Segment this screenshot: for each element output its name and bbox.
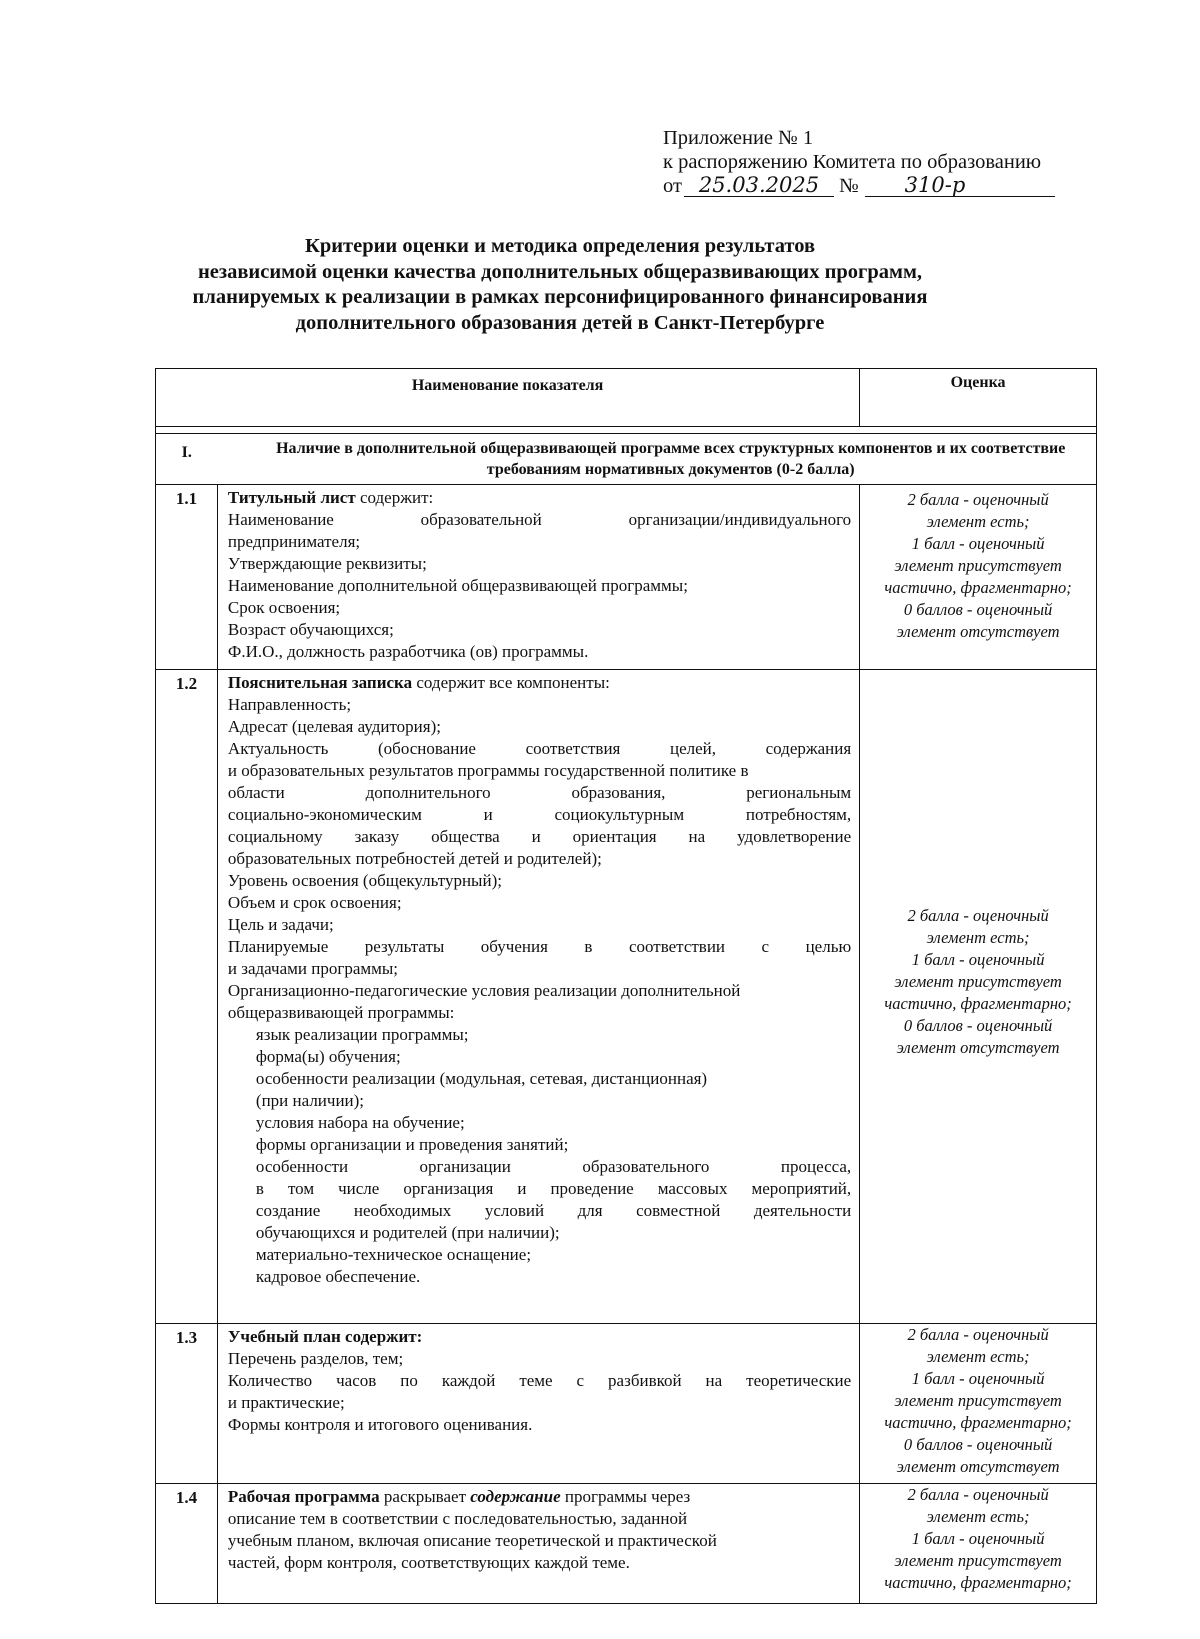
title-line: дополнительного образования детей в Санкт-Петербурге: [295, 311, 825, 334]
eval-line: элемент присутствует: [894, 971, 1062, 991]
eval-line: частично, фрагментарно;: [884, 993, 1072, 1013]
row-subline: условия набора на обучение;: [255, 1113, 465, 1132]
appendix-header: [663, 126, 1055, 198]
row-line: Уровень освоения (общекультурный);: [227, 871, 502, 890]
appendix-order-ref: к распоряжению Комитета по образованию: [663, 151, 1042, 173]
row-line: частей, форм контроля, соответствующих каждой теме.: [227, 1553, 630, 1572]
row-subline: создание необходимых условий для совместной деятельности: [255, 1201, 852, 1220]
eval-line: 1 балл - оценочный: [911, 949, 1045, 969]
row-line: Планируемые результаты обучения в соответствии с целью: [227, 937, 852, 956]
row-lead: [228, 672, 851, 694]
row-number: 1.2: [156, 670, 218, 1324]
row-subline: материально-техническое оснащение;: [255, 1245, 532, 1264]
row-line: и образовательных результатов программы государственной политике в: [227, 761, 749, 780]
row-line: и задачами программы;: [227, 959, 399, 978]
eval-line: 2 балла - оценочный: [907, 1485, 1049, 1504]
handwritten-date: 25.03.2025: [684, 174, 834, 197]
row-line: Цель и задачи;: [227, 915, 334, 934]
table-row: [156, 1484, 1097, 1604]
row-lead-rest: содержит все компоненты:: [412, 673, 610, 692]
eval-line: 1 балл - оценочный: [911, 534, 1045, 553]
row-subline: особенности организации образовательного процесса,: [255, 1157, 852, 1176]
row-line: описание тем в соответствии с последовательностью, заданной: [227, 1509, 688, 1528]
row-subline: обучающихся и родителей (при наличии);: [255, 1223, 560, 1242]
row-number: 1.1: [156, 485, 218, 670]
eval-line: 1 балл - оценочный: [911, 1529, 1045, 1548]
eval-line: элемент присутствует: [894, 556, 1062, 575]
eval-line: 0 баллов - оценочный: [903, 1435, 1053, 1454]
row-line: Формы контроля и итогового оценивания.: [227, 1415, 533, 1434]
row-lead: [228, 487, 851, 509]
eval-line: элемент отсутствует: [896, 1037, 1060, 1057]
row-subline: (при наличии);: [255, 1091, 365, 1110]
row-subline: в том числе организация и проведение массовых мероприятий,: [255, 1179, 852, 1198]
row-lead: [228, 1326, 851, 1348]
row-number: 1.3: [156, 1324, 218, 1484]
row-indicator: [217, 1484, 859, 1604]
eval-line: элемент отсутствует: [896, 622, 1060, 641]
row-line: Актуальность (обоснование соответствия целей, содержания: [227, 739, 852, 758]
row-line: Наименование образовательной организации/индивидуального: [227, 510, 852, 529]
row-subline: форма(ы) обучения;: [255, 1047, 401, 1066]
date-prefix: от: [663, 175, 682, 197]
row-lead-mid: раскрывает: [379, 1487, 471, 1506]
row-line: общеразвивающей программы:: [227, 1003, 455, 1022]
row-line: Наименование дополнительной общеразвивающей программы;: [227, 576, 688, 595]
title-line: Критерии оценки и методика определения результатов: [304, 235, 816, 257]
eval-line: 2 балла - оценочный: [907, 905, 1049, 925]
eval-line: частично, фрагментарно;: [884, 1573, 1072, 1592]
table-spacer-row: [156, 427, 1097, 434]
eval-line: элемент есть;: [926, 1507, 1030, 1526]
criteria-table: [155, 368, 1097, 1604]
handwritten-number: 310-р: [865, 174, 1055, 197]
row-line: и практические;: [227, 1393, 345, 1412]
number-prefix: №: [839, 175, 859, 197]
row-line: учебным планом, включая описание теоретической и практической: [227, 1531, 717, 1550]
eval-line: элемент есть;: [926, 512, 1030, 531]
row-lead-bold: Пояснительная записка: [227, 673, 413, 692]
row-line: Адресат (целевая аудитория);: [227, 717, 441, 736]
eval-line: 2 балла - оценочный: [907, 1325, 1049, 1344]
row-line: Возраст обучающихся;: [227, 620, 394, 639]
eval-line: элемент отсутствует: [896, 1457, 1060, 1476]
row-indicator: [217, 485, 859, 670]
eval-line: 2 балла - оценочный: [907, 490, 1049, 509]
row-lead-rest: содержит:: [355, 488, 434, 507]
row-indicator: [217, 670, 859, 1324]
eval-line: элемент есть;: [926, 1347, 1030, 1366]
table-row: [156, 670, 1097, 1324]
document-title: [160, 234, 960, 336]
title-line: планируемых к реализации в рамках персонифицированного финансирования: [192, 286, 928, 308]
section-text: Наличие в дополнительной общеразвивающей программе всех структурных компонентов и их соответствие требованиям нормативных документов (0-2 балла): [217, 434, 1096, 485]
row-line: Организационно-педагогические условия реализации дополнительной: [227, 981, 741, 1000]
row-line: Количество часов по каждой теме с разбивкой на теоретические: [227, 1371, 852, 1390]
row-evaluation: [860, 485, 1097, 670]
row-lead-bolditalic: содержание: [470, 1487, 561, 1506]
row-line: Направленность;: [227, 695, 352, 714]
row-line: Срок освоения;: [227, 598, 341, 617]
eval-line: 0 баллов - оценочный: [903, 600, 1053, 619]
row-lead-bold: Учебный план содержит:: [227, 1327, 423, 1346]
row-evaluation: [860, 1324, 1097, 1484]
row-line: Ф.И.О., должность разработчика (ов) программы.: [227, 642, 589, 661]
eval-line: 1 балл - оценочный: [911, 1369, 1045, 1388]
row-lead-bold: Титульный лист: [227, 488, 356, 507]
row-subline: особенности реализации (модульная, сетевая, дистанционная): [255, 1069, 708, 1088]
row-line: социально-экономическим и социокультурным потребностям,: [227, 805, 852, 824]
row-line: социальному заказу общества и ориентация на удовлетворение: [227, 827, 852, 846]
row-line: предпринимателя;: [227, 532, 361, 551]
table-row: [156, 1324, 1097, 1484]
header-evaluation: Оценка: [860, 369, 1097, 427]
row-line: Объем и срок освоения;: [227, 893, 402, 912]
row-evaluation: [860, 1484, 1097, 1604]
eval-line: элемент присутствует: [894, 1391, 1062, 1410]
row-lead-rest: программы через: [560, 1487, 691, 1506]
row-line: области дополнительного образования, региональным: [227, 783, 852, 802]
title-line: независимой оценки качества дополнительных общеразвивающих программ,: [197, 260, 923, 283]
appendix-title: Приложение № 1: [663, 127, 814, 149]
table-header-row: [156, 369, 1097, 427]
table-row: [156, 485, 1097, 670]
eval-line: 0 баллов - оценочный: [903, 1015, 1053, 1035]
row-subline: формы организации и проведения занятий;: [255, 1135, 569, 1154]
eval-line: частично, фрагментарно;: [884, 578, 1072, 597]
eval-line: элемент присутствует: [894, 1551, 1062, 1570]
row-line: Утверждающие реквизиты;: [227, 554, 427, 573]
row-subline: кадровое обеспечение.: [255, 1267, 421, 1286]
header-indicator: Наименование показателя: [156, 369, 860, 427]
eval-line: элемент есть;: [926, 927, 1030, 947]
row-evaluation: [860, 670, 1097, 1324]
row-subline: язык реализации программы;: [255, 1025, 469, 1044]
section-row: [156, 434, 1097, 485]
row-lead: [228, 1486, 851, 1508]
row-indicator: [217, 1324, 859, 1484]
row-line: образовательных потребностей детей и родителей);: [227, 849, 602, 868]
row-number: 1.4: [156, 1484, 218, 1604]
section-number: I.: [156, 434, 218, 485]
appendix-date-number-line: [663, 174, 1055, 198]
row-line: Перечень разделов, тем;: [227, 1349, 404, 1368]
eval-line: частично, фрагментарно;: [884, 1413, 1072, 1432]
row-lead-bold: Рабочая программа: [227, 1487, 380, 1506]
